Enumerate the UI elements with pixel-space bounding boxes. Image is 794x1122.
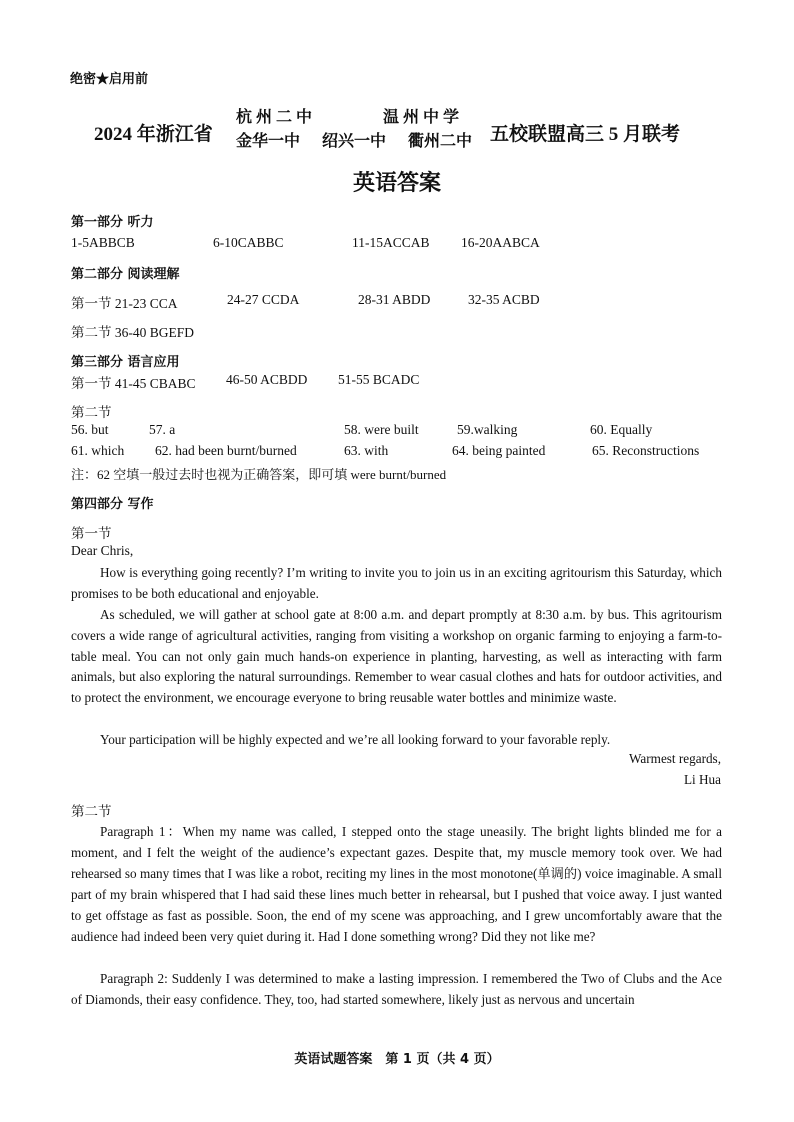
answer-28-31: 28-31 ABDD	[358, 292, 431, 307]
letter-paragraph-3: Your participation will be highly expected and we’re all looking forward to your favorable reply.	[100, 732, 611, 747]
paragraph1-lead: Paragraph 1：When my name was called, I stepped onto the stage uneasily	[100, 824, 524, 839]
part3-section2-label: 第二节	[71, 405, 112, 420]
paragraph2-lead: Paragraph 2: Suddenly I was determined to make a lasting impression	[100, 971, 476, 986]
answer-46-50: 46-50 ACBDD	[226, 372, 308, 387]
part3-heading: 第三部分 语言应用	[71, 355, 180, 370]
school-jinhua: 金华一中	[236, 133, 301, 150]
school-quzhou: 衢州二中	[408, 133, 473, 150]
letter-paragraph-2: As scheduled, we will gather at school gate at 8:00 a.m. and depart promptly at 8:30 a.m. by bus. This agritourism covers a wide range of agricultural activities, ranging from visiting a workshop on organic farming to enjoying a farm-to-table meal. You can not only gain much hands-on experience in planting, harvesting, as well as interacting with farm animals, but also exploring the natural surroundings. Remember to wear casual clothes and hats for outdoor activities, and to protect the environment, we encourage everyone to bring reusable water bottles and minimize waste.	[71, 607, 722, 706]
continuation-paragraph-1	[71, 821, 722, 947]
answer-63: 63. with	[344, 443, 389, 458]
answer-59: 59.walking	[457, 422, 518, 437]
part4-section1-label: 第一节	[71, 526, 112, 541]
answer-note: 注：62 空填一般过去时也视为正确答案，即可填 were burnt/burned	[71, 467, 447, 482]
answer-51-55: 51-55 BCADC	[338, 372, 420, 387]
answer-32-35: 32-35 ACBD	[468, 292, 540, 307]
answer-65: 65. Reconstructions	[592, 443, 700, 458]
school-wenzhou: 温 州 中 学	[383, 109, 460, 126]
answer-60: 60. Equally	[590, 422, 653, 437]
continuation-paragraph-2	[71, 968, 722, 1010]
title-rest: 五校联盟高三 5 月联考	[490, 124, 681, 145]
answer-41-45: 第一节 41-45 CBABC	[71, 376, 196, 391]
answer-56: 56. but	[71, 422, 109, 437]
answer-64: 64. being painted	[452, 443, 546, 458]
answer-57: 57. a	[149, 422, 176, 437]
confidential-label: 绝密★启用前	[70, 71, 149, 86]
school-hangzhou: 杭 州 二 中	[236, 109, 313, 126]
answer-1-5: 1-5ABBCB	[71, 235, 135, 250]
part4-section2-label: 第二节	[71, 804, 112, 819]
part4-heading: 第四部分 写作	[71, 497, 154, 512]
letter-signature: Li Hua	[684, 772, 721, 787]
answer-21-23: 第一节 21-23 CCA	[71, 296, 178, 311]
page-footer: 英语试题答案 第 1 页（共 4 页）	[294, 1052, 500, 1067]
answer-36-40: 第二节 36-40 BGEFD	[71, 325, 195, 340]
letter-greeting: Dear Chris,	[71, 543, 134, 558]
page-subtitle: 英语答案	[352, 171, 441, 196]
answer-62: 62. had been burnt/burned	[155, 443, 297, 458]
answer-24-27: 24-27 CCDA	[227, 292, 300, 307]
title-year: 2024 年浙江省	[94, 124, 213, 145]
answer-61: 61. which	[71, 443, 125, 458]
answer-16-20: 16-20AABCA	[461, 235, 540, 250]
part2-heading: 第二部分 阅读理解	[71, 267, 180, 282]
answer-6-10: 6-10CABBC	[213, 235, 284, 250]
letter-paragraph-1: How is everything going recently? I’m writing to invite you to join us in an exciting agritourism this Saturday, which promises to be both educational and enjoyable.	[71, 565, 722, 601]
school-shaoxing: 绍兴一中	[322, 133, 387, 150]
paragraph1-body: Despite that, my muscle memory took over. We had rehearsed so many times that I was like a robot, reciting my lines in the most monotone(单调的) voice imaginable. A small part of my brain whispered that I had said these lines much better in rehearsal, but I pushed that voice away. I just wanted to get offstage as fast as possible. Soon, the end of my scene was approaching, and I grew uncomfortably aware that the audience had indeed been very quiet during it. Had I done something wrong? Did they not like me?	[71, 845, 722, 944]
paragraph1-large-text: . The bright lights blinded me for a moment, and I felt the weight of the audience’s expectant gazes.	[71, 824, 722, 860]
part1-heading: 第一部分 听力	[71, 215, 154, 230]
letter-closing: Warmest regards,	[629, 751, 721, 766]
paragraph2-body: . I remembered the Two of Clubs and the Ace of Diamonds, their easy confidence. They, too, had started somewhere, likely just as nervous and uncertain	[71, 971, 722, 1007]
answer-58: 58. were built	[344, 422, 419, 437]
answer-11-15: 11-15ACCAB	[352, 235, 430, 250]
